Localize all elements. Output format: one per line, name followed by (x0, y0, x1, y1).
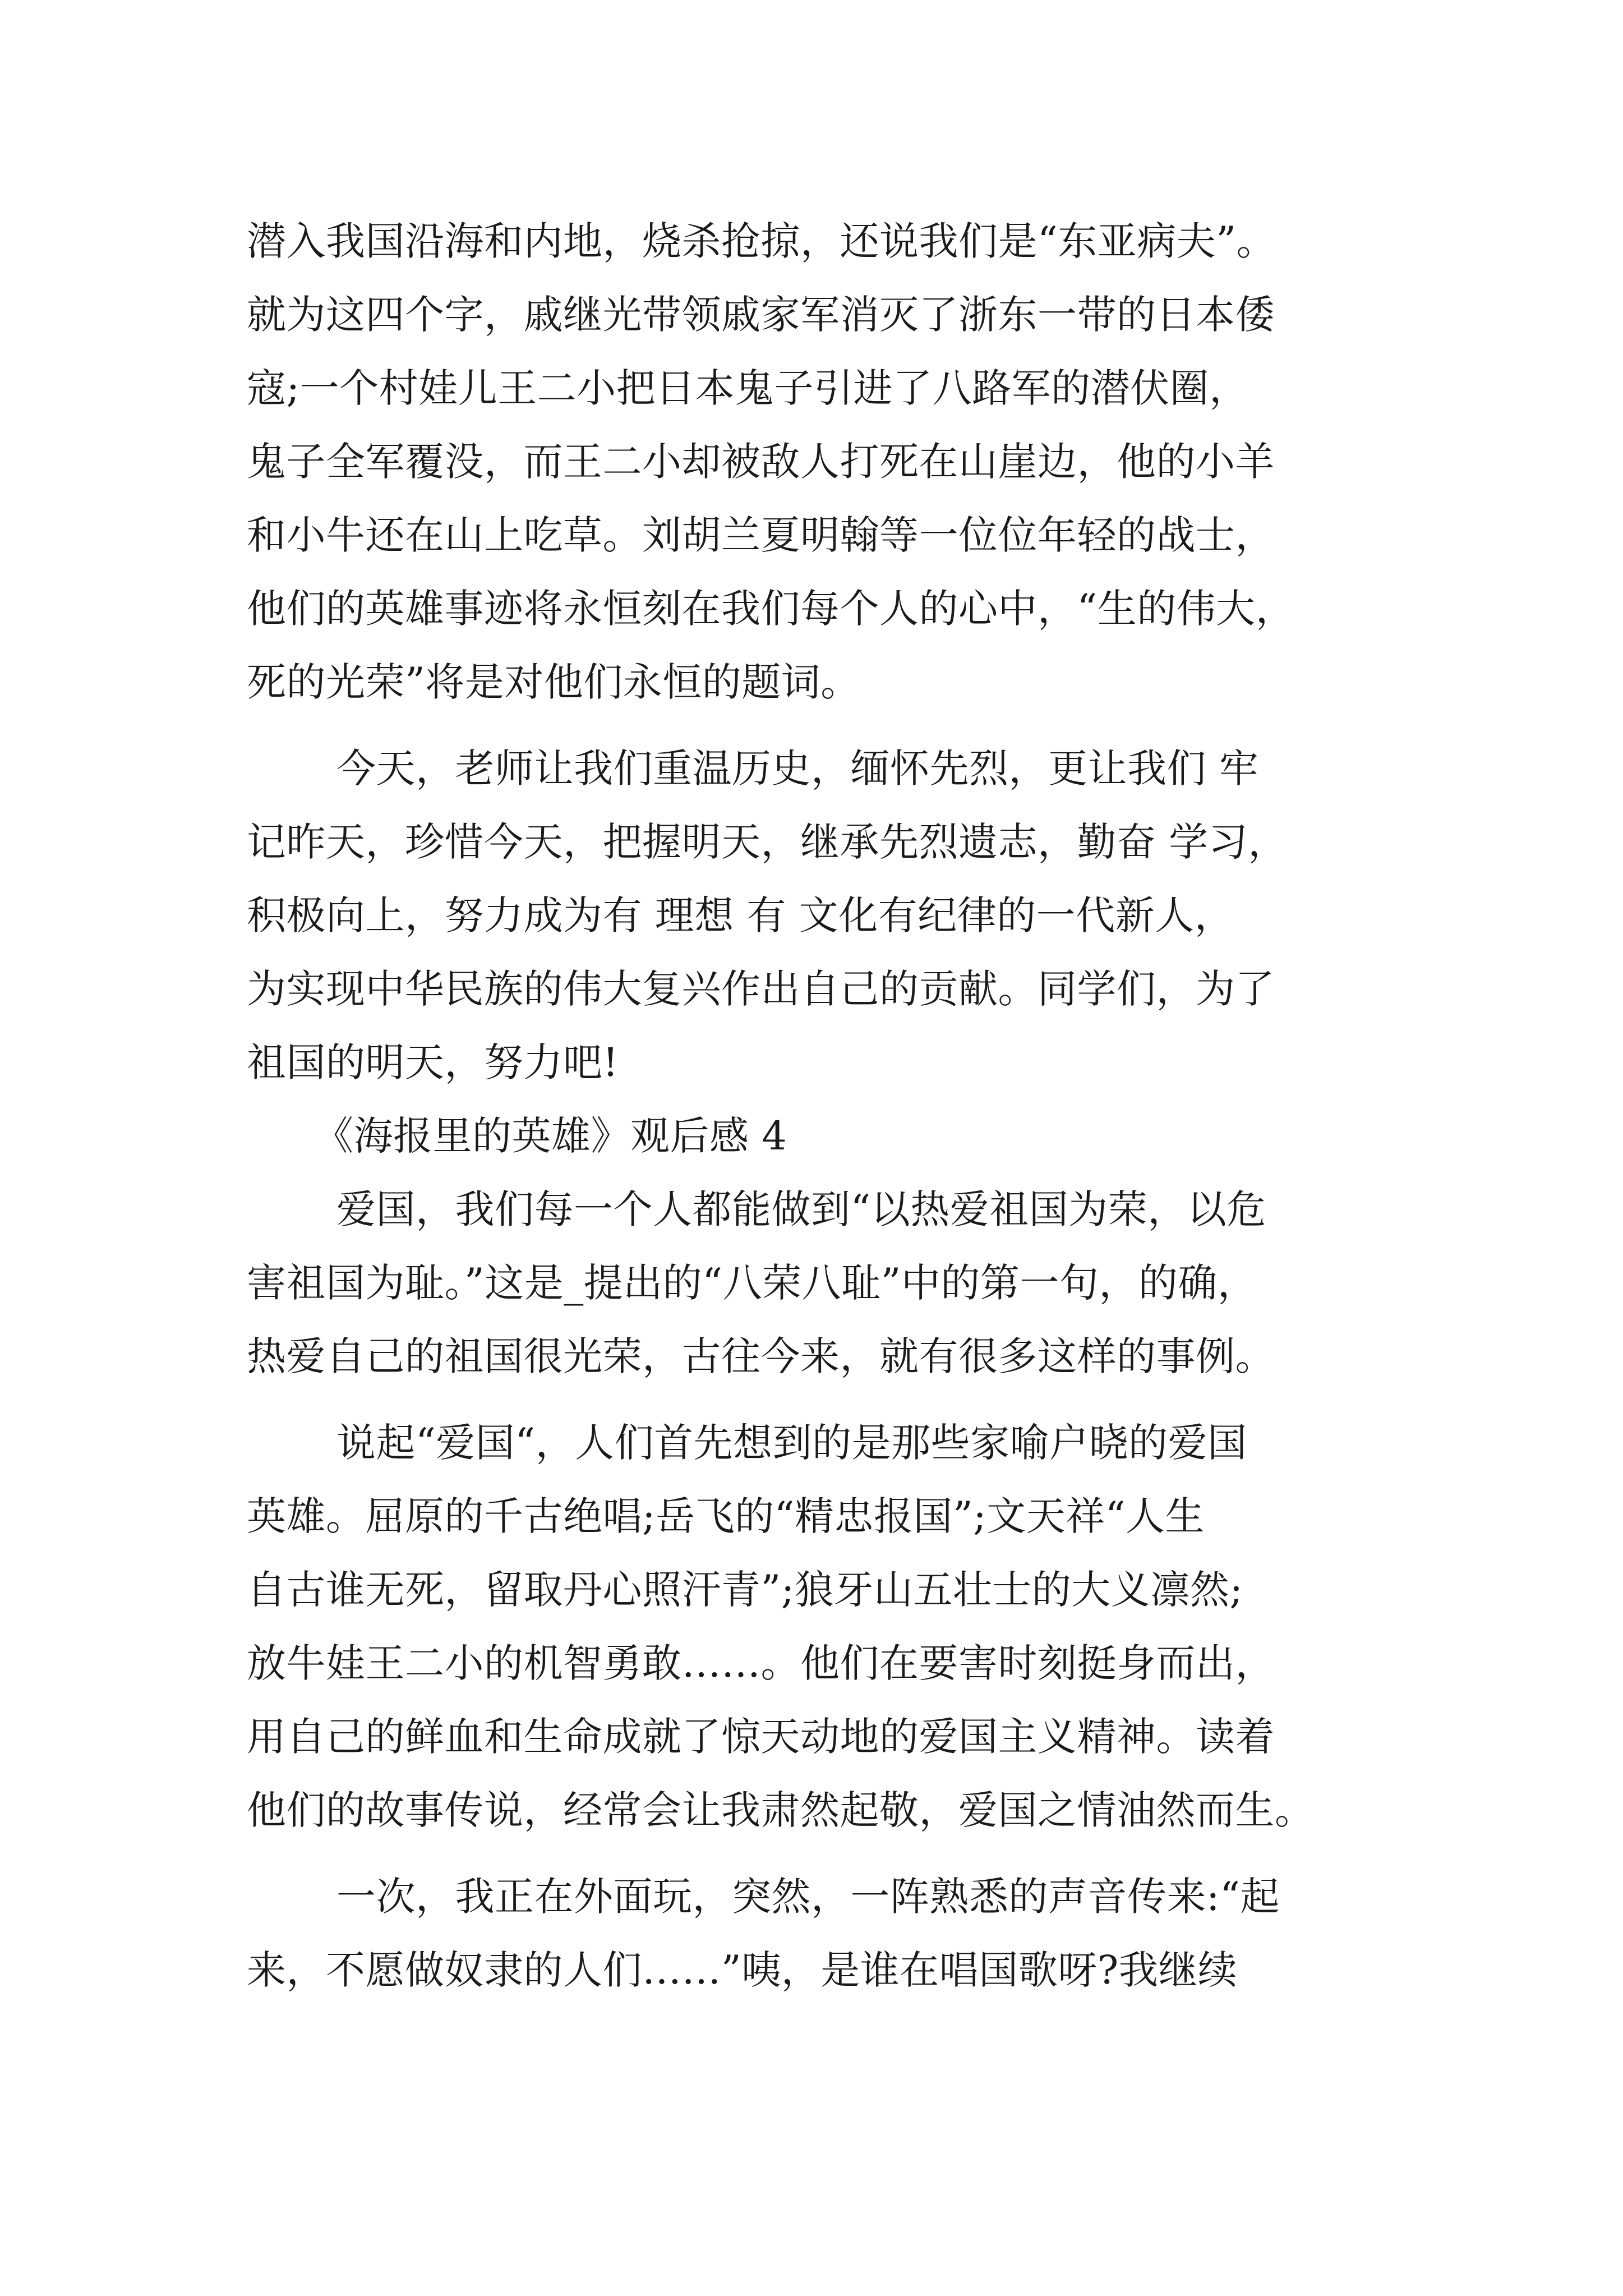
text-line-23: 来，不愿做奴隶的人们……”咦，是谁在唱国歌呀?我继续 (247, 1947, 1238, 1993)
text-line-16: 说起“爱国“，人们首先想到的是那些家喻户晓的爱国 (336, 1420, 1247, 1466)
text-line-11: 为实现中华民族的伟大复兴作出自己的贡献。同学们，为了 (247, 966, 1275, 1012)
text-line-9: 记昨天，珍惜今天，把握明天，继承先烈遗志，勤奋 学习， (247, 819, 1288, 865)
text-line-20: 用自己的鲜血和生命成就了惊天动地的爱国主义精神。读着 (247, 1714, 1275, 1760)
text-line-2: 就为这四个字，戚继光带领戚家军消灭了浙东一带的日本倭 (247, 292, 1275, 338)
text-line-17: 英雄。屈原的千古绝唱;岳飞的“精忠报国”;文天祥“人生 (247, 1493, 1205, 1539)
text-line-13: 爱国，我们每一个人都能做到“以热爱祖国为荣，以危 (336, 1186, 1266, 1232)
text-line-6: 他们的英雄事迹将永恒刻在我们每个人的心中，“生的伟大， (247, 586, 1295, 632)
text-line-5: 和小牛还在山上吃草。刘胡兰夏明翰等一位位年轻的战士， (247, 512, 1275, 558)
text-line-21: 他们的故事传说，经常会让我肃然起敬，爱国之情油然而生。 (247, 1787, 1315, 1833)
text-line-4: 鬼子全军覆没，而王二小却被敌人打死在山崖边，他的小羊 (247, 439, 1275, 485)
text-line-10: 积极向上，努力成为有 理想 有 文化有纪律的一代新人， (247, 892, 1234, 938)
text-line-15: 热爱自己的祖国很光荣，古往今来，就有很多这样的事例。 (247, 1333, 1275, 1379)
text-line-7: 死的光荣”将是对他们永恒的题词。 (247, 659, 860, 705)
text-line-19: 放牛娃王二小的机智勇敢……。他们在要害时刻挺身而出， (247, 1640, 1275, 1686)
text-line-14: 害祖国为耻。”这是_提出的“八荣八耻”中的第一句，的确， (247, 1260, 1257, 1306)
section-heading: 《海报里的英雄》观后感 4 (314, 1113, 787, 1159)
text-line-18: 自古谁无死，留取丹心照汗青”;狼牙山五壮士的大义凛然; (247, 1567, 1243, 1613)
text-line-1: 潜入我国沿海和内地，烧杀抢掠，还说我们是“东亚病夫”。 (247, 218, 1276, 264)
text-line-12: 祖国的明天，努力吧! (247, 1039, 619, 1085)
text-line-8: 今天，老师让我们重温历史，缅怀先烈，更让我们 牢 (336, 746, 1259, 792)
text-line-3: 寇;一个村娃儿王二小把日本鬼子引进了八路军的潜伏圈， (247, 365, 1249, 411)
text-line-22: 一次，我正在外面玩，突然，一阵熟悉的声音传来:“起 (336, 1874, 1280, 1920)
